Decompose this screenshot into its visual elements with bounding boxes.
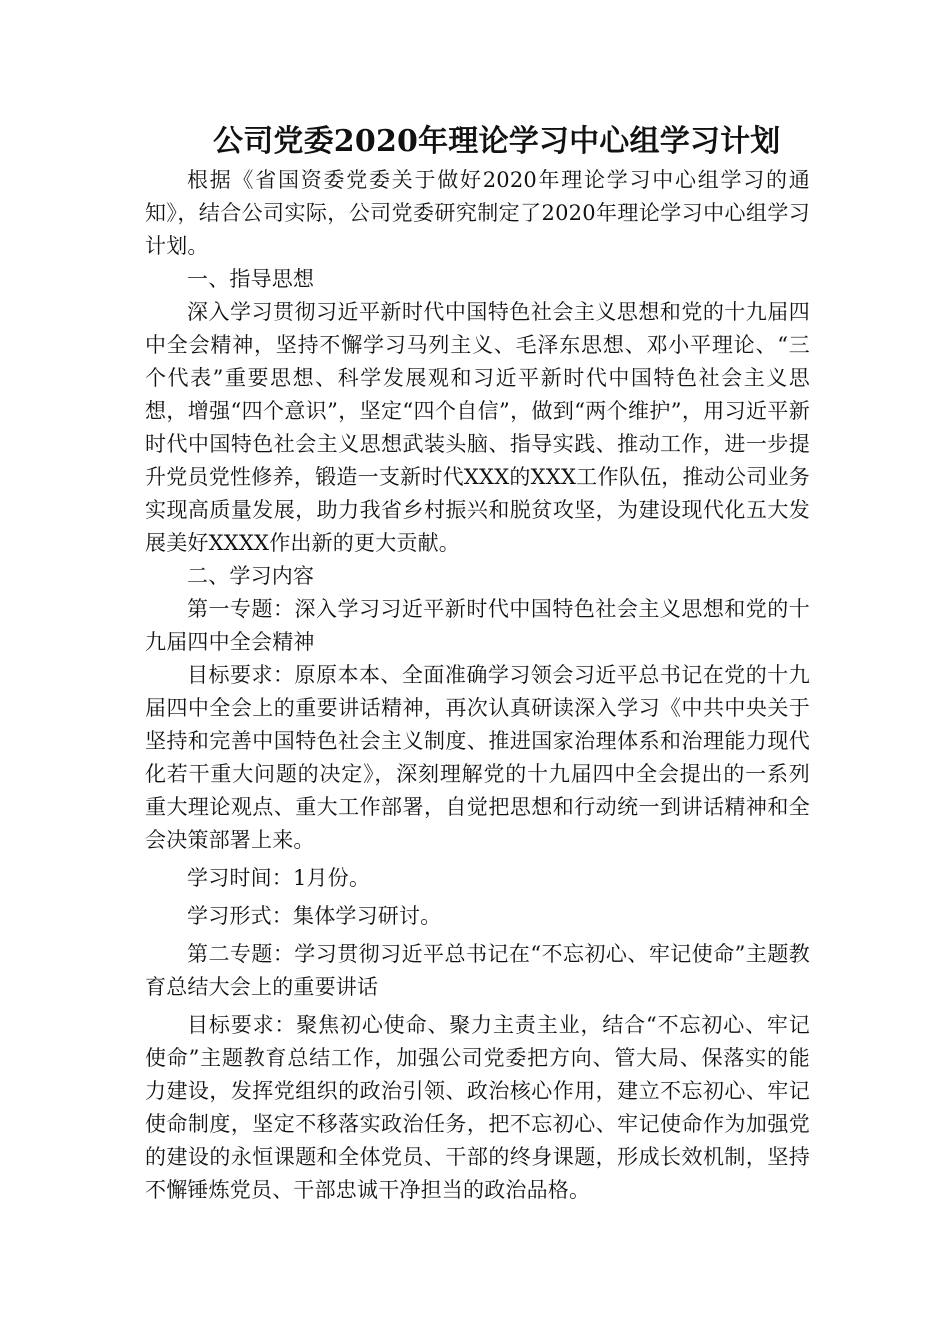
section-heading-study-content: 二、学习内容 (187, 564, 315, 588)
guiding-ideology-paragraph: 深入学习贯彻习近平新时代中国特色社会主义思想和党的十九届四中全会精神，坚持不懈学习马列主义、毛泽东思想、邓小平理论、“三个代表”重要思想、科学发展观和习近平新时代中国特色社会主义思想，增强“四个意识”，坚定“四个自信”，做到“两个维护”，用习近平新时代中国特色社会主义思想武装头脑、指导实践、推动工作，进一步提升党员党性修养，锻造一支新时代XXX的XXX工作队伍，推动公司业务实现高质量发展，助力我省乡村振兴和脱贫攻坚，为建设现代化五大发展美好XXXX作出新的更大贡献。 (145, 300, 810, 555)
topic-one-study-form: 学习形式：集体学习研讨。 (187, 904, 442, 928)
topic-two-heading: 第二专题：学习贯彻习近平总书记在“不忘初心、牢记使命”主题教育总结大会上的重要讲话 (145, 942, 810, 999)
section-heading-guiding-ideology: 一、指导思想 (187, 267, 315, 291)
topic-two-goals: 目标要求：聚焦初心使命、聚力主责主业，结合“不忘初心、牢记使命”主题教育总结工作，加强公司党委把方向、管大局、保落实的能力建设，发挥党组织的政治引领、政治核心作用，建立不忘初心、牢记使命制度，坚定不移落实政治任务，把不忘初心、牢记使命作为加强党的建设的永恒课题和全体党员、干部的终身课题，形成长效机制，坚持不懈锤炼党员、干部忠诚干净担当的政治品格。 (145, 1013, 810, 1202)
topic-one-goals: 目标要求：原原本本、全面准确学习领会习近平总书记在党的十九届四中全会上的重要讲话精神，再次认真研读深入学习《中共中央关于坚持和完善中国特色社会主义制度、推进国家治理体系和治理能力现代化若干重大问题的决定》，深刻理解党的十九届四中全会提出的一系列重大理论观点、重大工作部署，自觉把思想和行动统一到讲话精神和全会决策部署上来。 (145, 663, 810, 852)
topic-one-study-time: 学习时间：1月份。 (187, 866, 371, 890)
topic-one-heading: 第一专题：深入学习习近平新时代中国特色社会主义思想和党的十九届四中全会精神 (145, 597, 810, 654)
intro-paragraph: 根据《省国资委党委关于做好2020年理论学习中心组学习的通知》，结合公司实际，公司党委研究制定了2020年理论学习中心组学习计划。 (145, 168, 810, 258)
document-title: 公司党委2020年理论学习中心组学习计划 (213, 124, 781, 159)
document-page (145, 120, 810, 1207)
